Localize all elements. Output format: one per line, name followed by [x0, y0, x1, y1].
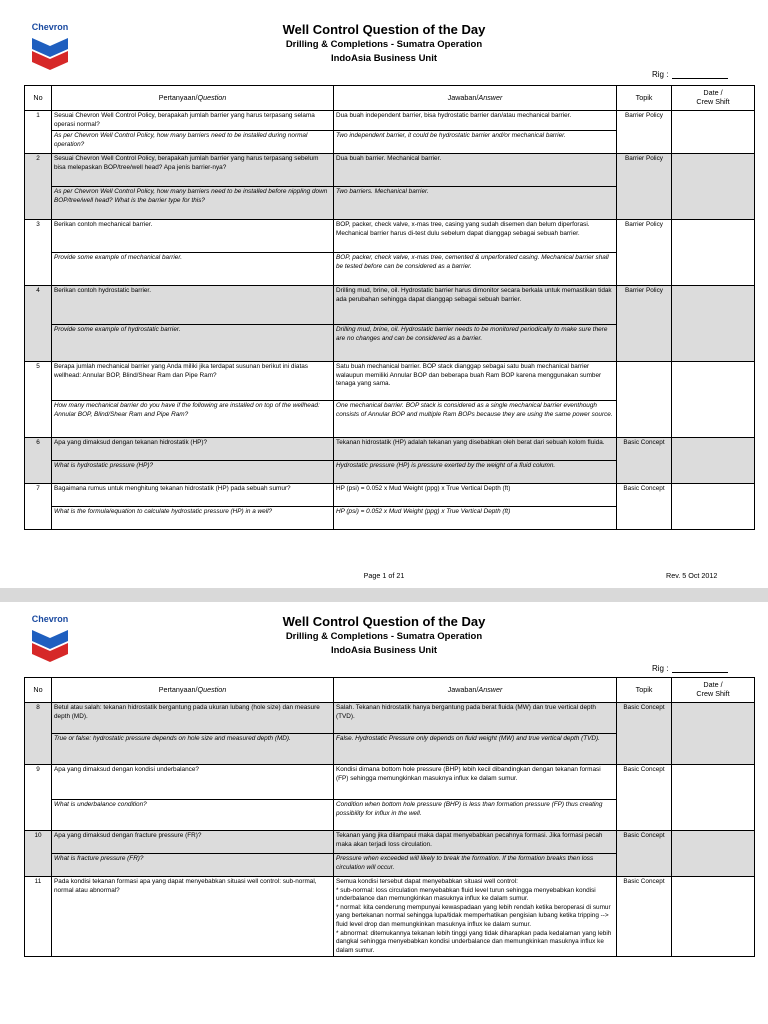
topic-cell: Barrier Policy	[617, 220, 672, 286]
revision-label: Rev. 5 Oct 2012	[666, 571, 718, 580]
table-header-row	[25, 86, 755, 111]
date-crew-cell	[672, 831, 755, 877]
table-row	[25, 362, 755, 401]
answer-en: HP (psi) = 0.052 x Mud Weight (ppg) x True Vertical Depth (ft)	[334, 507, 617, 530]
col-no: No	[25, 678, 52, 703]
question-id: Apa yang dimaksud dengan kondisi underbalance?	[52, 765, 334, 800]
answer-en: Drilling mud, brine, oil. Hydrostatic barrier needs to be monitored periodically to make sure there are no changes and can be considered as a barrier.	[334, 325, 617, 362]
table-row	[25, 484, 755, 507]
business-unit: IndoAsia Business Unit	[330, 53, 438, 64]
date-crew-cell	[672, 438, 755, 484]
topic-cell: Basic Concept	[617, 831, 672, 877]
date-crew-cell	[672, 111, 755, 154]
row-number: 7	[25, 484, 52, 530]
answer-id: Tekanan yang jika dilampaui maka dapat menyebabkan pecahnya formasi. Jika formasi pecah maka akan terjadi loss circulation.	[334, 831, 617, 854]
answer-en: Hydrostatic pressure (HP) is pressure exerted by the weight of a fluid column.	[334, 461, 617, 484]
answer-id: Kondisi dimana bottom hole pressure (BHP) lebih kecil dibandingkan dengan tekanan formasi (FP) sehingga memungkinkan masuknya influx ke dalam sumur.	[334, 765, 617, 800]
date-crew-cell	[672, 154, 755, 220]
question-id: Berikan contoh hydrostatic barrier.	[52, 286, 334, 325]
question-en: As per Chevron Well Control Policy, how many barriers need to be installed before nippling down BOP/tree/well head? What is the barrier type for this?	[52, 187, 334, 220]
answer-en: Condition when bottom hole pressure (BHP) is less than formation pressure (FP) thus creating possibility for influx in the well.	[334, 800, 617, 831]
document-header	[0, 613, 768, 658]
topic-cell: Basic Concept	[617, 877, 672, 957]
answer-id: Semua kondisi tersebut dapat menyebabkan situasi well control: * sub-normal: loss circulation menyebabkan fluid level turun sehingga menyebabkan kondisi underbalance dan memungkinkan masuknya influx ke dalam sumur. * normal: kita cenderung mempunyai kewaspadaan yang lebih rendah ketika beroperasi di sumur yang bertekanan normal sehingga lupa/tidak memperhatikan pengisian lubang ketika tripping --> fluid level drop dan memungkinkan masuknya influx ke dalam sumur. * abnormal: ditemukannya tekanan lebih tinggi yang tidak diharapkan pada kedalaman yang lebih dangkal sehingga menyebabkan kondisi underbalance dan memungkinkan masuknya influx ke dalam sumur.	[334, 877, 617, 957]
row-number: 10	[25, 831, 52, 877]
row-number: 2	[25, 154, 52, 220]
row-number: 9	[25, 765, 52, 831]
table-row	[25, 703, 755, 734]
rig-field	[652, 70, 728, 79]
answer-en: Pressure when exceeded will likely to break the formation. If the formation breaks then loss circulation will occur.	[334, 854, 617, 877]
table-row	[25, 220, 755, 253]
page-separator	[0, 588, 768, 602]
date-crew-cell	[672, 703, 755, 765]
question-id: Sesuai Chevron Well Control Policy, berapakah jumlah barrier yang harus terpasang selama operasi normal?	[52, 111, 334, 131]
row-number: 6	[25, 438, 52, 484]
answer-en: Two barriers. Mechanical barrier.	[334, 187, 617, 220]
question-id: Betul atau salah: tekanan hidrostatik bergantung pada ukuran lubang (hole size) dan measure depth (MD).	[52, 703, 334, 734]
row-number: 3	[25, 220, 52, 286]
answer-en: One mechanical barrier. BOP stack is considered as a single mechanical barrier eventhough consists of Annular BOP and multiple Ram BOPs because they are using the same power source.	[334, 401, 617, 438]
question-en: As per Chevron Well Control Policy, how many barriers need to be installed during normal operation?	[52, 131, 334, 154]
question-en: Provide some example of mechanical barrier.	[52, 253, 334, 286]
answer-id: Dua buah independent barrier, bisa hydrostatic barrier dan/atau mechanical barrier.	[334, 111, 617, 131]
topic-cell: Barrier Policy	[617, 286, 672, 362]
question-id: Sesuai Chevron Well Control Policy, berapakah jumlah barrier yang harus terpasang sebelum bisa melepaskan BOP/tree/well head? Apa jenis barrier-nya?	[52, 154, 334, 187]
answer-id: Dua buah barrier. Mechanical barrier.	[334, 154, 617, 187]
question-en: What is hydrostatic pressure (HP)?	[52, 461, 334, 484]
row-number: 5	[25, 362, 52, 438]
document-header	[0, 21, 768, 66]
answer-en: Two independent barrier, it could be hydrostatic barrier and/or mechanical barrier.	[334, 131, 617, 154]
page-2	[0, 602, 768, 1024]
topic-cell: Basic Concept	[617, 703, 672, 765]
question-id: Bagaimana rumus untuk menghitung tekanan hidrostatik (HP) pada sebuah sumur?	[52, 484, 334, 507]
answer-id: Tekanan hidrostatik (HP) adalah tekanan yang disebabkan oleh berat dari sebuah kolom fluida.	[334, 438, 617, 461]
question-en: How many mechanical barrier do you have if the following are installed on top of the wellhead: Annular BOP, Blind/Shear Ram and Pipe Ram?	[52, 401, 334, 438]
table-header-row	[25, 678, 755, 703]
question-id: Berikan contoh mechanical barrier.	[52, 220, 334, 253]
col-answer: Jawaban/Answer	[334, 678, 617, 703]
answer-id: Salah. Tekanan hidrostatik hanya bergantung pada berat fluida (MW) dan true vertical depth (TVD).	[334, 703, 617, 734]
topic-cell: Basic Concept	[617, 484, 672, 530]
answer-en: False. Hydrostatic Pressure only depends on fluid weight (MW) and true vertical depth (TVD).	[334, 734, 617, 765]
row-number: 1	[25, 111, 52, 154]
page-number: Page 1 of 21	[363, 571, 405, 580]
table-row	[25, 286, 755, 325]
doc-title: Well Control Question of the Day	[282, 614, 486, 629]
rig-blank-line	[672, 664, 728, 673]
question-id: Pada kondisi tekanan formasi apa yang dapat menyebabkan situasi well control: sub-normal, normal atau abnormal?	[52, 877, 334, 957]
answer-id: HP (psi) = 0.052 x Mud Weight (ppg) x True Vertical Depth (ft)	[334, 484, 617, 507]
date-crew-cell	[672, 877, 755, 957]
row-number: 11	[25, 877, 52, 957]
topic-cell: Basic Concept	[617, 765, 672, 831]
rig-label: Rig :	[652, 70, 669, 79]
rig-field	[652, 664, 728, 673]
col-question: Pertanyaan/Question	[52, 86, 334, 111]
doc-subtitle: Drilling & Completions - Sumatra Operation	[285, 631, 483, 642]
row-number: 4	[25, 286, 52, 362]
table-row	[25, 877, 755, 957]
answer-id: Satu buah mechanical barrier. BOP stack dianggap sebagai satu buah mechanical barrier walaupun memiliki Annular BOP dan beberapa buah Ram BOP karena menggunakan sumber tenaga yang sama.	[334, 362, 617, 401]
question-id: Berapa jumlah mechanical barrier yang Anda miliki jika terdapat susunan berikut ini diatas wellhead: Annular BOP, Blind/Shear Ram dan Pipe Ram?	[52, 362, 334, 401]
question-en: What is underbalance condition?	[52, 800, 334, 831]
question-en: What is the formula/equation to calculate hydrostatic pressure (HP) in a well?	[52, 507, 334, 530]
col-question: Pertanyaan/Question	[52, 678, 334, 703]
table-row	[25, 154, 755, 187]
col-answer: Jawaban/Answer	[334, 86, 617, 111]
col-topic: Topik	[617, 86, 672, 111]
question-en: What is fracture pressure (FR)?	[52, 854, 334, 877]
col-no: No	[25, 86, 52, 111]
question-id: Apa yang dimaksud dengan tekanan hidrostatik (HP)?	[52, 438, 334, 461]
table-row	[25, 111, 755, 131]
answer-id: Drilling mud, brine, oil. Hydrostatic barrier harus dimonitor secara berkala untuk memastikan tidak ada perubahan sehingga dapat dianggap sebagai sebuah barrier.	[334, 286, 617, 325]
table-row	[25, 831, 755, 854]
question-en: Provide some example of hydrostatic barrier.	[52, 325, 334, 362]
logo-text: Chevron	[31, 614, 69, 624]
col-topic: Topik	[617, 678, 672, 703]
business-unit: IndoAsia Business Unit	[330, 645, 438, 656]
doc-subtitle: Drilling & Completions - Sumatra Operation	[285, 39, 483, 50]
rig-blank-line	[672, 70, 728, 79]
col-date-crew: Date / Crew Shift	[672, 86, 755, 111]
topic-cell: Barrier Policy	[617, 111, 672, 154]
answer-en: BOP, packer, check valve, x-mas tree, cemented & unperforated casing. Mechanical barrier shall be tested before can be considered as a barrier.	[334, 253, 617, 286]
question-id: Apa yang dimaksud dengan fracture pressure (FR)?	[52, 831, 334, 854]
date-crew-cell	[672, 484, 755, 530]
answer-id: BOP, packer, check valve, x-mas tree, casing yang sudah disemen dan belum diperforasi. Mechanical barrier harus di-test dulu sebelum dapat dianggap sebagai sebuah barrier.	[334, 220, 617, 253]
table-row	[25, 765, 755, 800]
topic-cell: Barrier Policy	[617, 154, 672, 220]
question-table-page-2	[24, 677, 755, 957]
date-crew-cell	[672, 362, 755, 438]
row-number: 8	[25, 703, 52, 765]
date-crew-cell	[672, 286, 755, 362]
rig-label: Rig :	[652, 664, 669, 673]
date-crew-cell	[672, 765, 755, 831]
question-en: True or false: hydrostatic pressure depends on hole size and measured depth (MD).	[52, 734, 334, 765]
table-row	[25, 438, 755, 461]
col-date-crew: Date / Crew Shift	[672, 678, 755, 703]
question-table-page-1	[24, 85, 755, 530]
doc-title: Well Control Question of the Day	[282, 22, 486, 37]
logo-text: Chevron	[31, 22, 69, 32]
date-crew-cell	[672, 220, 755, 286]
topic-cell: Basic Concept	[617, 438, 672, 484]
topic-cell	[617, 362, 672, 438]
